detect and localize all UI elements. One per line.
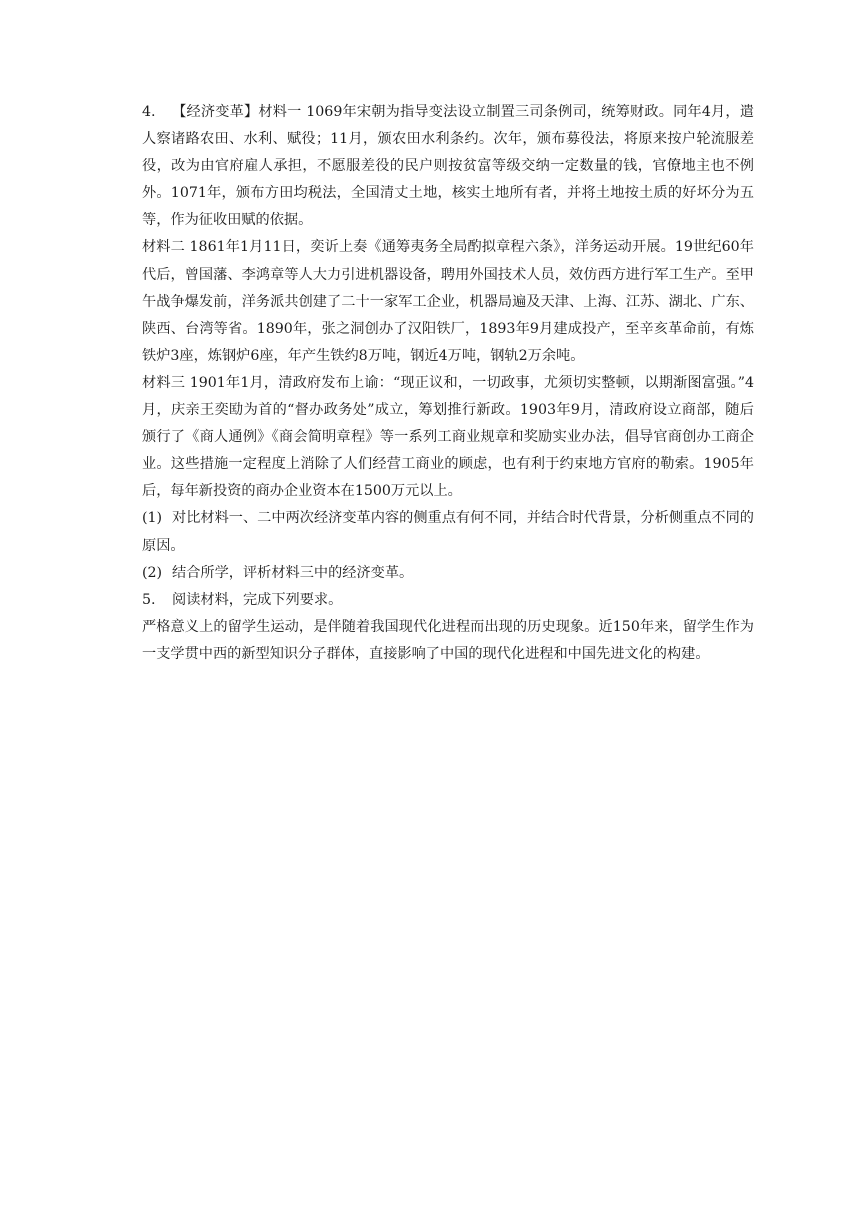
material-1-text: 【经济变革】材料一 1069年宋朝为指导变法设立制置三司条例司，统筹财政。同年4月，遣人察诸路农田、水利、赋役；11月，颁农田水利条约。次年，颁布募役法，将原来按户轮流服差役，改为由官府雇人承担，不愿服差役的民户则按贫富等级交纳一定数量的钱，官僚地主也不例外。1071年，颁布方田均税法，全国清丈土地，核实土地所有者，并将土地按土质的好坏分为五等，作为征收田赋的依据。 <box>142 104 754 229</box>
document-page <box>142 99 754 668</box>
sub-question-number: (1) <box>142 510 163 527</box>
question-number: 4. <box>142 104 156 120</box>
question-4-sub-1 <box>142 505 754 559</box>
question-4-material-1 <box>142 99 754 234</box>
question-4-sub-2 <box>142 560 754 587</box>
question-number: 5. <box>142 591 156 608</box>
question-5-material: 严格意义上的留学生运动，是伴随着我国现代化进程而出现的历史现象。近150年来，留学生作为一支学贯中西的新型知识分子群体，直接影响了中国的现代化进程和中国先进文化的构建。 <box>142 618 754 662</box>
question-4-material-3: 材料三 1901年1月，清政府发布上谕：“现正议和，一切政事，尤须切实整顿，以期渐图富强。”4月，庆亲王奕劻为首的“督办政务处”成立，筹划推行新政。1903年9月，清政府设立商部，随后颁行了《商人通例》《商会简明章程》等一系列工商业规章和奖励实业办法，倡导官商创办工商企业。这些措施一定程度上消除了人们经营工商业的顾虑，也有利于约束地方官府的勒索。1905年后，每年新投资的商办企业资本在1500万元以上。 <box>142 374 754 500</box>
sub-question-1-text: 对比材料一、二中两次经济变革内容的侧重点有何不同，并结合时代背景，分析侧重点不同的原因。 <box>142 510 754 554</box>
sub-question-number: (2) <box>142 564 163 581</box>
sub-question-2-text: 结合所学，评析材料三中的经济变革。 <box>172 564 414 581</box>
question-5-header <box>142 587 754 614</box>
question-4-material-2: 材料二 1861年1月11日，奕䜣上奏《通筹夷务全局酌拟章程六条》，洋务运动开展。19世纪60年代后，曾国藩、李鸿章等人大力引进机器设备，聘用外国技术人员，效仿西方进行军工生产。至甲午战争爆发前，洋务派共创建了二十一家军工企业，机器局遍及天津、上海、江苏、湖北、广东、陕西、台湾等省。1890年，张之洞创办了汉阳铁厂，1893年9月建成投产，至辛亥革命前，有炼铁炉3座，炼钢炉6座，年产生铁约8万吨，钢近4万吨，钢轨2万余吨。 <box>142 239 754 364</box>
question-5-prompt: 阅读材料，完成下列要求。 <box>172 591 343 608</box>
